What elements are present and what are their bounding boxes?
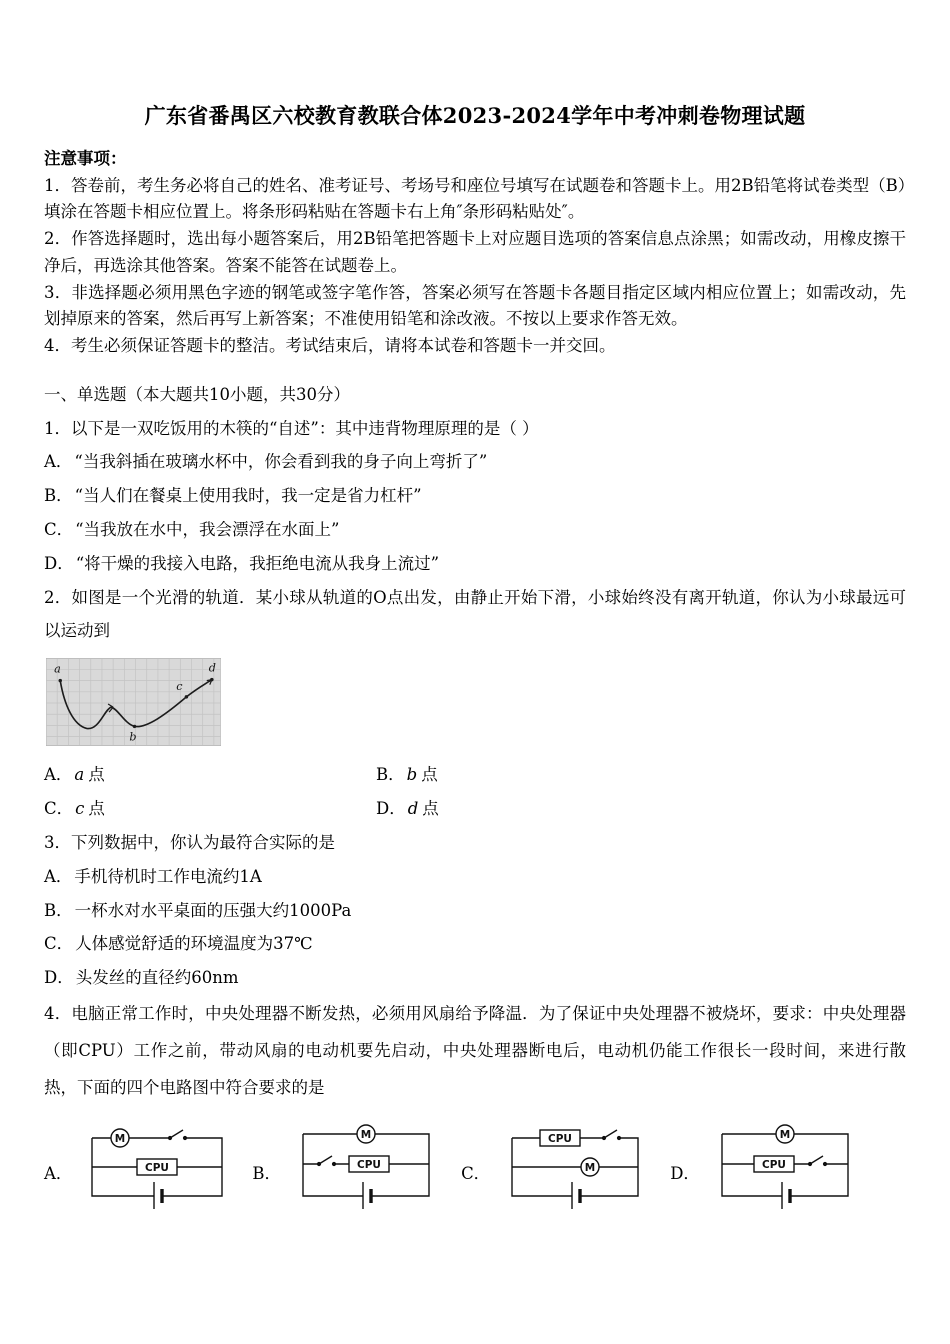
option-a <box>44 445 906 479</box>
option-label: A． <box>44 765 73 785</box>
option-c <box>44 513 906 547</box>
option-d <box>670 1118 860 1210</box>
point-label-a: a <box>54 662 61 676</box>
point-d-dot <box>210 678 213 681</box>
notice-item: 3．非选择题必须用黑色字迹的钢笔或签字笔作答，答案必须写在答题卡各题目指定区域内相应位置上；如需改动，先划掉原来的答案，然后再写上新答案；不准使用铅笔和涂改液。不按以上要求作答无效。 <box>44 282 906 329</box>
option-d <box>44 961 906 995</box>
option-text: “将干燥的我接入电路，我拒绝电流从我身上流过” <box>75 553 440 573</box>
notice-item: 4．考生必须保证答题卡的整洁。考试结束后，请将本试卷和答题卡一并交回。 <box>44 336 616 356</box>
point-label-b: b <box>129 730 137 744</box>
option-label: C． <box>44 520 74 539</box>
options-grid <box>44 758 604 826</box>
point-label-c: c <box>176 680 183 694</box>
motor-label: M <box>779 1129 791 1142</box>
point-letter: b <box>406 765 418 785</box>
question-stem: 3．下列数据中，你认为最符合实际的是 <box>44 832 335 852</box>
option-label: D． <box>44 968 74 988</box>
cpu-label: CPU <box>357 1159 382 1172</box>
switch-contact <box>318 1163 321 1166</box>
option-label: A． <box>44 452 73 472</box>
section-heading: 一、单选题（本大题共10小题，共30分） <box>44 384 350 404</box>
track-figure <box>46 658 906 746</box>
option-label: C． <box>461 1164 491 1184</box>
point-letter: c <box>75 799 85 819</box>
cpu-label: CPU <box>548 1133 573 1146</box>
switch-symbol <box>604 1130 617 1138</box>
option-label: C． <box>44 934 74 954</box>
switch-contact <box>618 1137 621 1140</box>
option-text: 人体感觉舒适的环境温度为37℃ <box>75 934 313 954</box>
point-label-d: d <box>208 661 216 675</box>
option-d <box>44 547 906 581</box>
question-stem: 2．如图是一个光滑的轨道．某小球从轨道的O点出发，由静止开始下滑，小球始终没有离开轨道，你认为小球最远可以运动到 <box>44 587 906 641</box>
option-text: “当我斜插在玻璃水杯中，你会看到我的身子向上弯折了” <box>74 452 488 472</box>
point-c-dot <box>185 695 188 698</box>
notice-section <box>44 146 906 360</box>
circuit-options-row <box>44 1118 906 1210</box>
option-d <box>376 792 604 826</box>
question-stem: 4．电脑正常工作时，中央处理器不断发热，必须用风扇给予降温．为了保证中央处理器不被烧坏，要求：中央处理器（即CPU）工作之前，带动风扇的电动机要先启动，中央处理器断电后，电动机仍能工作很长一段时间，来进行散热，下面的四个电路图中符合要求的是 <box>44 1003 906 1098</box>
option-text: 一杯水对水平桌面的压强大约1000Pa <box>74 900 352 920</box>
circuit-figure-b <box>291 1118 441 1210</box>
notice-item: 1．答卷前，考生务必将自己的姓名、准考证号、考场号和座位号填写在试题卷和答题卡上。用2B铅笔将试卷类型（B）填涂在答题卡相应位置上。将条形码粘贴在答题卡右上角″条形码粘贴处″。 <box>44 175 906 222</box>
switch-symbol <box>319 1156 332 1164</box>
switch-contact <box>824 1163 827 1166</box>
option-label: B． <box>376 765 405 785</box>
switch-contact <box>169 1137 172 1140</box>
cpu-label: CPU <box>761 1159 786 1172</box>
option-text: 点 <box>422 799 439 819</box>
option-label: A． <box>44 1164 73 1184</box>
option-a <box>44 860 906 894</box>
point-a-dot <box>59 679 62 682</box>
option-text: 头发丝的直径约60nm <box>75 968 239 988</box>
option-b <box>44 479 906 513</box>
question-stem: 1．以下是一双吃饭用的木筷的“自述”：其中违背物理原理的是（ ） <box>44 418 539 438</box>
option-label: B． <box>44 900 73 920</box>
switch-contact <box>184 1137 187 1140</box>
option-c <box>44 792 376 826</box>
option-label: B． <box>252 1164 282 1184</box>
option-b <box>44 894 906 928</box>
notice-item: 2．作答选择题时，选出每小题答案后，用2B铅笔把答题卡上对应题目选项的答案信息点涂黑；如需改动，用橡皮擦干净后，再选涂其他答案。答案不能答在试题卷上。 <box>44 229 906 275</box>
option-label: D． <box>670 1164 700 1184</box>
option-text: 点 <box>88 765 105 785</box>
option-label: D． <box>376 799 406 819</box>
point-letter: a <box>74 765 85 785</box>
circuit-figure-c <box>500 1118 650 1210</box>
point-letter: d <box>407 799 419 819</box>
option-text: 点 <box>421 765 438 785</box>
motor-label: M <box>115 1133 126 1146</box>
option-label: C． <box>44 799 74 819</box>
option-a <box>44 1118 232 1210</box>
option-c <box>44 927 906 961</box>
exam-title: 广东省番禺区六校教育教联合体2023-2024学年中考冲刺卷物理试题 <box>144 103 806 128</box>
motor-label: M <box>360 1129 372 1142</box>
option-text: “当我放在水中，我会漂浮在水面上” <box>75 520 340 539</box>
question-3 <box>44 826 906 995</box>
switch-contact <box>809 1163 812 1166</box>
switch-contact <box>333 1163 336 1166</box>
option-text: 手机待机时工作电流约1A <box>74 866 262 886</box>
question-4 <box>44 995 906 1210</box>
option-b <box>376 758 604 792</box>
circuit-figure-a <box>82 1118 232 1210</box>
option-label: D． <box>44 553 74 573</box>
circuit-figure-d <box>710 1118 860 1210</box>
option-b <box>252 1118 441 1210</box>
option-text: 点 <box>88 799 105 819</box>
option-label: B． <box>44 486 73 506</box>
switch-symbol <box>170 1130 183 1138</box>
option-text: “当人们在餐桌上使用我时，我一定是省力杠杆” <box>74 486 422 506</box>
point-b-dot <box>133 725 136 728</box>
track-diagram <box>46 658 221 746</box>
option-a <box>44 758 376 792</box>
cpu-label: CPU <box>145 1162 170 1175</box>
switch-contact <box>603 1137 606 1140</box>
motor-label: M <box>584 1162 596 1175</box>
switch-symbol <box>810 1156 823 1164</box>
notice-heading: 注意事项： <box>44 149 127 168</box>
question-2 <box>44 581 906 826</box>
option-c <box>461 1118 650 1210</box>
question-1 <box>44 412 906 581</box>
option-label: A． <box>44 866 73 886</box>
